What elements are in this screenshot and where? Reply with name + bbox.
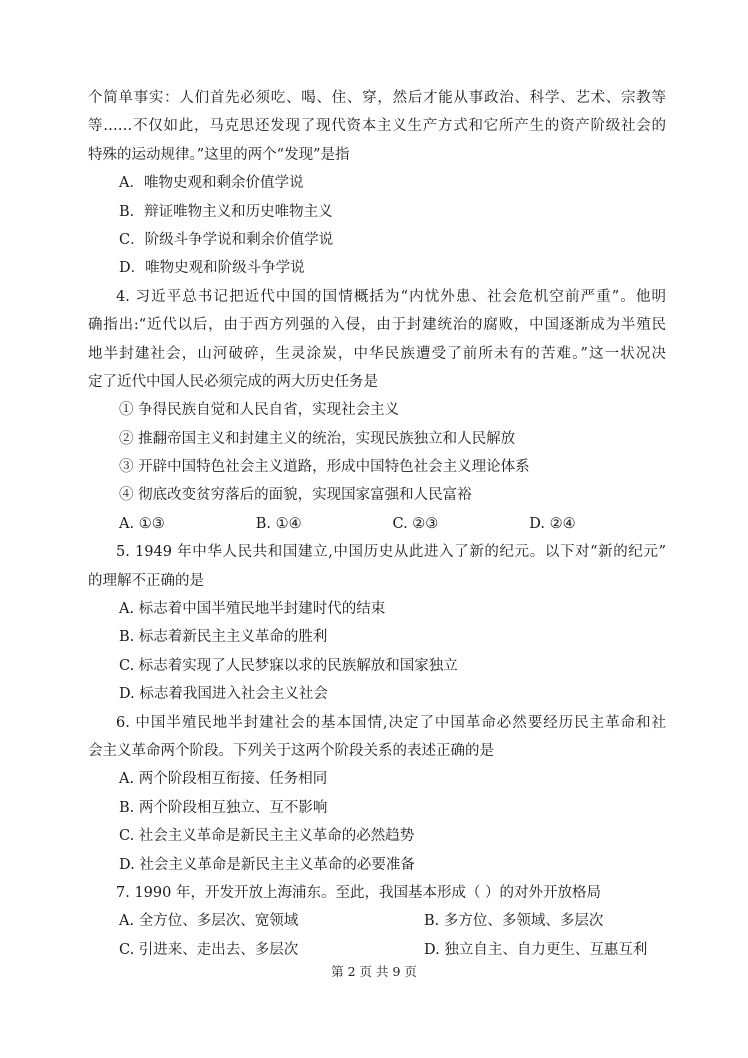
q6-stem-line: 会主义革命两个阶段。下列关于这两个阶段关系的表述正确的是: [88, 742, 494, 759]
q6-option-c: C. 社会主义革命是新民主主义革命的必然趋势: [119, 828, 415, 845]
q4-option-b: B. ①④: [255, 515, 302, 532]
q4-item-3: ③ 开辟中国特色社会主义道路，形成中国特色社会主义理论体系: [119, 459, 530, 476]
q3-text-line: 个简单事实：人们首先必须吃、喝、住、穿，然后才能从事政治、科学、艺术、宗教等: [88, 90, 666, 106]
q3-option-d: D．唯物史观和阶级斗争学说: [119, 260, 305, 277]
q5-stem-line: 5. 1949 年中华人民共和国建立,中国历史从此进入了新的纪元。以下对“新的纪元”: [116, 544, 666, 561]
q4-option-a: A. ①③: [119, 515, 165, 532]
q5-stem-line: 的理解不正确的是: [88, 572, 204, 589]
page-content: [88, 84, 666, 964]
q5-option-b: B. 标志着新民主主义革命的胜利: [119, 629, 328, 646]
q6-option-d: D. 社会主义革命是新民主主义革命的必要准备: [119, 856, 415, 873]
q7-options-row-2: [88, 936, 666, 964]
q4-options: [88, 510, 666, 538]
q6-option-b: B. 两个阶段相互独立、互不影响: [119, 799, 328, 816]
q4-stem-line: 定了近代中国人民必须完成的两大历史任务是: [88, 373, 378, 390]
q3-text-line: 特殊的运动规律。”这里的两个“发现”是指: [88, 146, 350, 163]
q3-option-a: A．唯物史观和剩余价值学说: [119, 175, 304, 192]
page-number-footer: 第 2 页 共 9 页: [331, 964, 417, 979]
q6-stem-line: 6. 中国半殖民地半封建社会的基本国情,决定了中国革命必然要经历民主革命和社: [116, 714, 666, 731]
q4-option-c: C. ②③: [392, 515, 439, 532]
q5-option-c: C. 标志着实现了人民梦寐以求的民族解放和国家独立: [119, 657, 458, 674]
q4-item-2: ② 推翻帝国主义和封建主义的统治，实现民族独立和人民解放: [119, 430, 516, 447]
q4-option-d: D. ②④: [529, 515, 576, 532]
q3-option-b: B．辩证唯物主义和历史唯物主义: [119, 203, 333, 220]
q7-option-b: B. 多方位、多领域、多层次: [424, 913, 604, 930]
q7-options-row-1: [88, 907, 666, 935]
q6-option-a: A. 两个阶段相互衔接、任务相同: [119, 771, 328, 788]
q7-option-d: D. 独立自主、自力更生、互惠互利: [424, 941, 648, 958]
q4-stem-line: 地半封建社会，山河破碎，生灵涂炭，中华民族遭受了前所未有的苦难。”这一状况决: [88, 345, 666, 362]
q7-option-a: A. 全方位、多层次、宽领域: [119, 913, 299, 930]
q4-stem-line: 4. 习近平总书记把近代中国的国情概括为“内忧外患、社会危机空前严重”。他明: [116, 288, 666, 305]
q7-stem-line: 7. 1990 年，开发开放上海浦东。至此，我国基本形成（ ）的对外开放格局: [116, 884, 602, 901]
q3-text-line: 等……不仅如此，马克思还发现了现代资本主义生产方式和它所产生的资产阶级社会的: [88, 118, 666, 135]
q4-item-4: ④ 彻底改变贫穷落后的面貌，实现国家富强和人民富裕: [119, 487, 472, 504]
q4-stem-line: 确指出:“近代以后，由于西方列强的入侵，由于封建统治的腐败，中国逐渐成为半殖民: [88, 317, 666, 334]
q7-option-c: C. 引进来、走出去、多层次: [119, 941, 299, 958]
q3-option-c: C．阶级斗争学说和剩余价值学说: [119, 231, 334, 248]
q5-option-d: D. 标志着我国进入社会主义社会: [119, 686, 328, 703]
q5-option-a: A. 标志着中国半殖民地半封建时代的结束: [119, 601, 386, 618]
q4-item-1: ① 争得民族自觉和人民自省，实现社会主义: [119, 402, 400, 419]
